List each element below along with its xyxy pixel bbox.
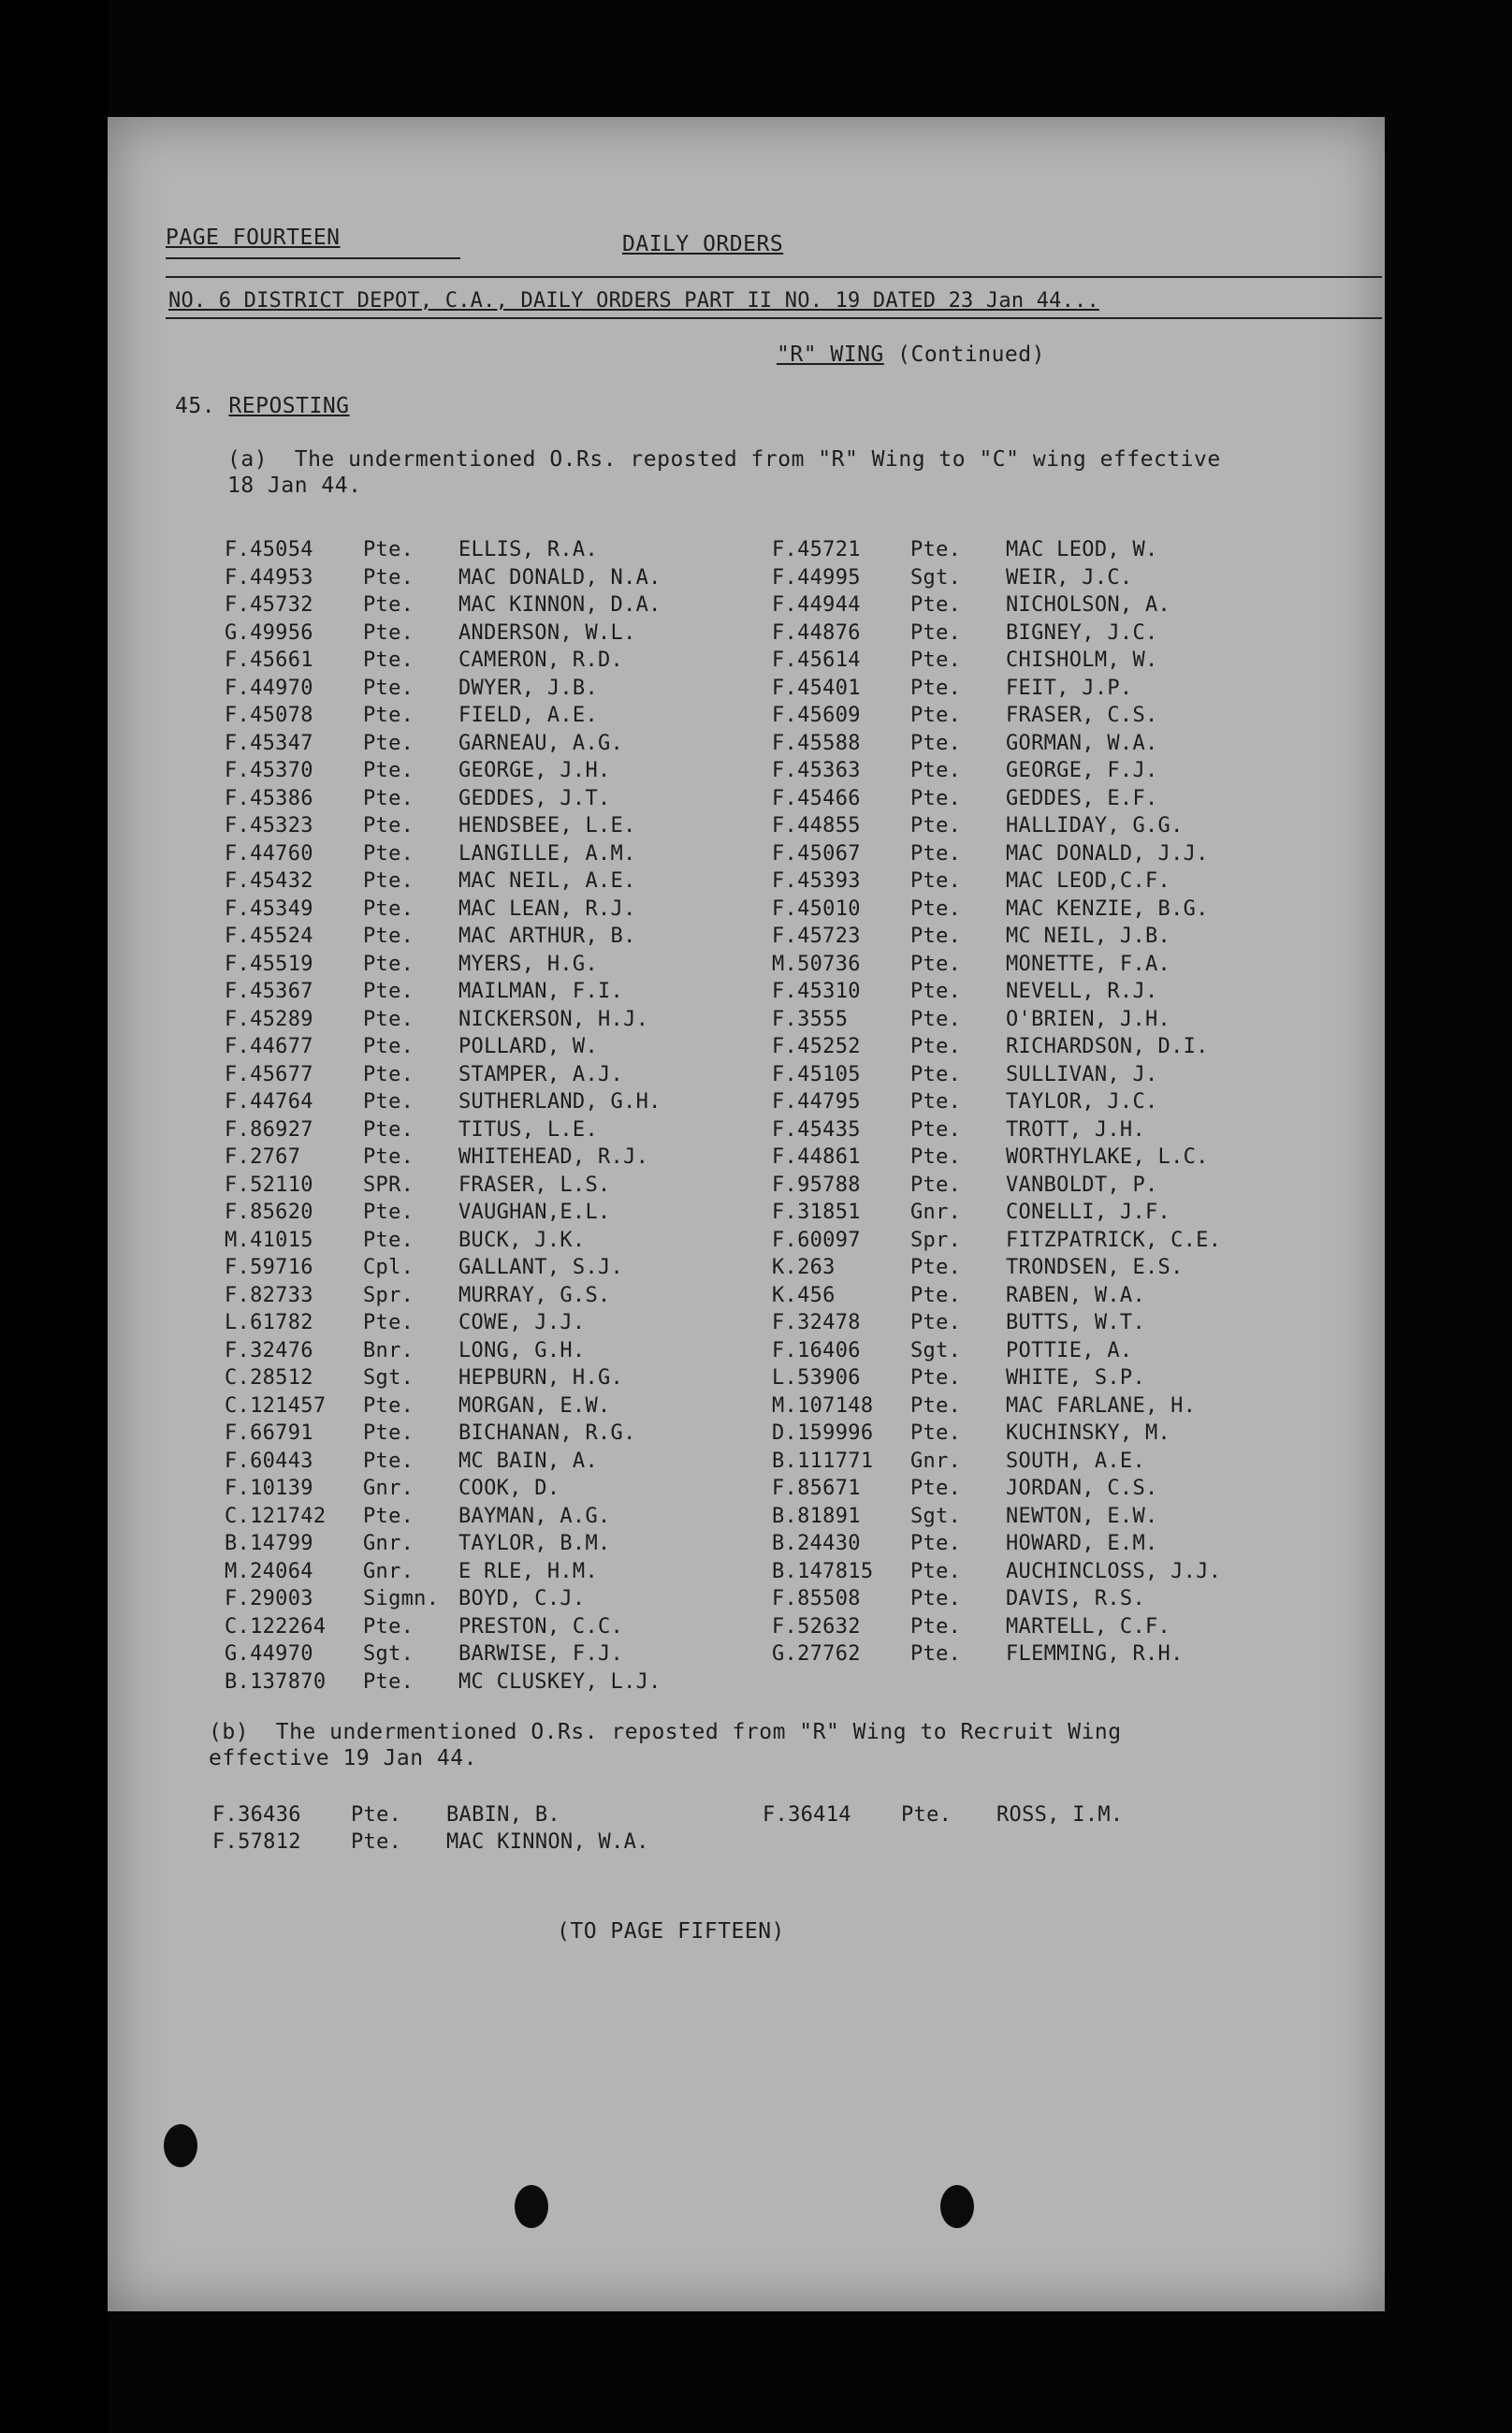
rank: Pte. (910, 1393, 962, 1418)
soldier-name: VAUGHAN,E.L. (458, 1201, 611, 1224)
service-number: F.16406 (772, 1338, 861, 1362)
soldier-name: CAMERON, R.D. (458, 648, 624, 672)
rank: Pte. (910, 1532, 962, 1555)
service-number: F.45367 (225, 980, 313, 1003)
rank: Pte. (910, 1035, 962, 1058)
service-number: F.44764 (225, 1090, 313, 1114)
rank: Pte. (910, 704, 962, 727)
rank: Pte. (363, 676, 414, 700)
service-number: C.121457 (225, 1393, 327, 1418)
rank: Pte. (363, 1035, 414, 1058)
service-number: M.41015 (225, 1228, 313, 1252)
service-number: F.85620 (225, 1201, 313, 1224)
soldier-name: MAC NEIL, A.E. (458, 869, 636, 893)
soldier-name: HEPBURN, H.G. (458, 1366, 624, 1390)
service-number: F.45363 (772, 759, 861, 782)
rank: Pte. (910, 676, 962, 700)
service-number: F.45466 (772, 786, 861, 810)
rank: Pte. (363, 1449, 414, 1473)
rank: Pte. (910, 648, 962, 672)
service-number: M.107148 (772, 1393, 874, 1418)
rank: Pte. (363, 620, 414, 645)
service-number: F.44953 (225, 565, 313, 590)
soldier-name: BUCK, J.K. (458, 1228, 586, 1252)
soldier-name: BUTTS, W.T. (1006, 1311, 1145, 1334)
rank: Pte. (351, 1830, 402, 1854)
service-number: F.44995 (772, 565, 861, 590)
soldier-name: TAYLOR, B.M. (458, 1532, 611, 1555)
service-number: F.44861 (772, 1145, 861, 1169)
soldier-name: VANBOLDT, P. (1006, 1173, 1158, 1197)
rank: Pte. (363, 786, 414, 810)
service-number: C.122264 (225, 1614, 327, 1639)
rank: Pte. (910, 1117, 962, 1142)
rank: Pte. (363, 759, 414, 782)
service-number: B.14799 (225, 1532, 313, 1555)
wing-suffix: (Continued) (897, 342, 1045, 367)
rank: SPR. (363, 1173, 414, 1197)
service-number: B.111771 (772, 1449, 874, 1473)
rank: Pte. (363, 731, 414, 755)
service-number: F.45078 (225, 704, 313, 727)
service-number: F.45310 (772, 980, 861, 1003)
wing-heading (777, 342, 1045, 368)
rank: Pte. (363, 814, 414, 838)
service-number: F.45588 (772, 731, 861, 755)
service-number: F.3555 (772, 1007, 849, 1031)
soldier-name: HOWARD, E.M. (1006, 1532, 1158, 1555)
soldier-name: BABIN, B. (446, 1803, 560, 1827)
service-number: F.45105 (772, 1062, 861, 1086)
rank: Pte. (910, 925, 962, 948)
rank: Pte. (363, 538, 414, 561)
rank: Pte. (363, 1311, 414, 1334)
soldier-name: TRONDSEN, E.S. (1006, 1256, 1184, 1279)
soldier-name: ROSS, I.M. (996, 1803, 1124, 1827)
service-number: F.60443 (225, 1449, 313, 1473)
service-number: F.45349 (225, 896, 313, 921)
soldier-name: STAMPER, A.J. (458, 1062, 624, 1086)
service-number: F.44760 (225, 841, 313, 866)
service-number: F.45067 (772, 841, 861, 866)
rank: Pte. (910, 1311, 962, 1334)
service-number: F.44795 (772, 1090, 861, 1114)
rank: Pte. (363, 648, 414, 672)
rank: Sgt. (910, 565, 962, 590)
service-number: B.24430 (772, 1532, 861, 1555)
soldier-name: COOK, D. (458, 1477, 560, 1500)
page-label: PAGE FOURTEEN (166, 226, 341, 250)
rank: Pte. (910, 759, 962, 782)
rank: Pte. (910, 1614, 962, 1639)
soldier-name: GARNEAU, A.G. (458, 731, 624, 755)
service-number: F.45435 (772, 1117, 861, 1142)
rank: Pte. (910, 620, 962, 645)
soldier-name: KUCHINSKY, M. (1006, 1421, 1171, 1445)
rank: Pte. (910, 1283, 962, 1307)
soldier-name: FRASER, L.S. (458, 1173, 611, 1197)
rank: Pte. (363, 1421, 414, 1445)
service-number: F.45524 (225, 925, 313, 948)
rank: Pte. (910, 1090, 962, 1114)
service-number: F.36436 (212, 1803, 301, 1827)
soldier-name: FEIT, J.P. (1006, 676, 1133, 700)
soldier-name: GEORGE, J.H. (458, 759, 611, 782)
service-number: F.45721 (772, 538, 861, 561)
soldier-name: MC CLUSKEY, L.J. (458, 1669, 662, 1694)
service-number: F.44855 (772, 814, 861, 838)
rank: Pte. (910, 538, 962, 561)
unit-line: NO. 6 DISTRICT DEPOT, C.A., DAILY ORDERS PART II NO. 19 DATED 23 Jan 44... (168, 289, 1099, 313)
rank: Pte. (910, 1587, 962, 1610)
soldier-name: FLEMMING, R.H. (1006, 1642, 1184, 1666)
service-number: F.45519 (225, 952, 313, 976)
soldier-name: NICKERSON, H.J. (458, 1007, 649, 1031)
soldier-name: DWYER, J.B. (458, 676, 598, 700)
soldier-name: MC BAIN, A. (458, 1449, 598, 1473)
rank: Spr. (910, 1228, 962, 1252)
service-number: F.85508 (772, 1587, 861, 1610)
rank: Pte. (363, 1201, 414, 1224)
service-number: K.263 (772, 1256, 836, 1279)
rank: Pte. (910, 841, 962, 866)
para-b-line2: effective 19 Jan 44. (209, 1746, 477, 1770)
soldier-name: CONELLI, J.F. (1006, 1201, 1171, 1224)
service-number: F.45393 (772, 869, 861, 893)
rank: Pte. (363, 704, 414, 727)
rank: Pte. (363, 1669, 414, 1694)
rank: Cpl. (363, 1256, 414, 1279)
soldier-name: MC NEIL, J.B. (1006, 925, 1171, 948)
rank: Pte. (363, 1614, 414, 1639)
service-number: B.81891 (772, 1504, 861, 1528)
service-number: F.60097 (772, 1228, 861, 1252)
soldier-name: ANDERSON, W.L. (458, 620, 636, 645)
document-page (108, 117, 1385, 2311)
rank: Pte. (910, 1062, 962, 1086)
rank: Pte. (910, 1421, 962, 1445)
service-number: F.44944 (772, 593, 861, 617)
soldier-name: RABEN, W.A. (1006, 1283, 1145, 1307)
service-number: F.31851 (772, 1201, 861, 1224)
continuation-note: (TO PAGE FIFTEEN) (557, 1919, 785, 1944)
soldier-name: SUTHERLAND, G.H. (458, 1090, 662, 1114)
rank: Pte. (363, 980, 414, 1003)
rank: Pte. (363, 952, 414, 976)
rank: Gnr. (363, 1559, 414, 1583)
rank: Pte. (910, 869, 962, 893)
service-number: F.45732 (225, 593, 313, 617)
service-number: F.45432 (225, 869, 313, 893)
soldier-name: MAC DONALD, N.A. (458, 565, 662, 590)
service-number: F.45323 (225, 814, 313, 838)
unit-line-rule-bottom (166, 317, 1382, 319)
rank: Pte. (910, 896, 962, 921)
soldier-name: FIELD, A.E. (458, 704, 598, 727)
rank: Pte. (363, 1062, 414, 1086)
service-number: L.61782 (225, 1311, 313, 1334)
service-number: F.44677 (225, 1035, 313, 1058)
section-title: REPOSTING (228, 394, 350, 418)
soldier-name: SULLIVAN, J. (1006, 1062, 1158, 1086)
soldier-name: MARTELL, C.F. (1006, 1614, 1171, 1639)
page-label-rule (166, 257, 460, 259)
soldier-name: WHITEHEAD, R.J. (458, 1145, 649, 1169)
service-number: F.2767 (225, 1145, 301, 1169)
soldier-name: MAC ARTHUR, B. (458, 925, 636, 948)
section-number: 45. (175, 394, 216, 418)
soldier-name: WHITE, S.P. (1006, 1366, 1145, 1390)
rank: Pte. (910, 952, 962, 976)
service-number: F.85671 (772, 1477, 861, 1500)
soldier-name: MAC KENZIE, B.G. (1006, 896, 1209, 921)
wing-name: "R" WING (777, 342, 884, 367)
rank: Sigmn. (363, 1587, 440, 1610)
soldier-name: MAILMAN, F.I. (458, 980, 624, 1003)
rank: Pte. (363, 896, 414, 921)
service-number: F.45370 (225, 759, 313, 782)
punch-hole (164, 2124, 197, 2167)
service-number: F.32476 (225, 1338, 313, 1362)
rank: Pte. (910, 1559, 962, 1583)
service-number: F.45386 (225, 786, 313, 810)
service-number: F.45054 (225, 538, 313, 561)
soldier-name: BIGNEY, J.C. (1006, 620, 1158, 645)
service-number: F.45723 (772, 925, 861, 948)
rank: Pte. (910, 1366, 962, 1390)
soldier-name: MONETTE, F.A. (1006, 952, 1171, 976)
service-number: D.159996 (772, 1421, 874, 1445)
soldier-name: CHISHOLM, W. (1006, 648, 1158, 672)
service-number: F.29003 (225, 1587, 313, 1610)
soldier-name: GEDDES, J.T. (458, 786, 611, 810)
soldier-name: ELLIS, R.A. (458, 538, 598, 561)
soldier-name: MAC LEOD,C.F. (1006, 869, 1171, 893)
soldier-name: FITZPATRICK, C.E. (1006, 1228, 1222, 1252)
service-number: F.95788 (772, 1173, 861, 1197)
rank: Pte. (363, 1393, 414, 1418)
service-number: F.52632 (772, 1614, 861, 1639)
service-number: B.137870 (225, 1669, 327, 1694)
soldier-name: TAYLOR, J.C. (1006, 1090, 1158, 1114)
rank: Pte. (910, 731, 962, 755)
service-number: F.57812 (212, 1830, 301, 1854)
rank: Pte. (363, 869, 414, 893)
service-number: F.59716 (225, 1256, 313, 1279)
soldier-name: POTTIE, A. (1006, 1338, 1133, 1362)
soldier-name: MORGAN, E.W. (458, 1393, 611, 1418)
rank: Pte. (363, 841, 414, 866)
soldier-name: HALLIDAY, G.G. (1006, 814, 1184, 838)
rank: Bnr. (363, 1338, 414, 1362)
service-number: F.45661 (225, 648, 313, 672)
soldier-name: MAC KINNON, W.A. (446, 1830, 649, 1854)
rank: Pte. (910, 1477, 962, 1500)
rank: Pte. (910, 980, 962, 1003)
rank: Gnr. (363, 1477, 414, 1500)
rank: Pte. (351, 1803, 402, 1827)
service-number: M.24064 (225, 1559, 313, 1583)
rank: Pte. (363, 593, 414, 617)
service-number: F.45614 (772, 648, 861, 672)
rank: Pte. (910, 814, 962, 838)
soldier-name: WORTHYLAKE, L.C. (1006, 1145, 1209, 1169)
soldier-name: GALLANT, S.J. (458, 1256, 624, 1279)
punch-hole (940, 2185, 974, 2228)
soldier-name: PRESTON, C.C. (458, 1614, 624, 1639)
rank: Pte. (363, 1504, 414, 1528)
rank: Sgt. (910, 1338, 962, 1362)
soldier-name: MAC DONALD, J.J. (1006, 841, 1209, 866)
soldier-name: JORDAN, C.S. (1006, 1477, 1158, 1500)
soldier-name: NICHOLSON, A. (1006, 593, 1171, 617)
soldier-name: MAC LEAN, R.J. (458, 896, 636, 921)
soldier-name: MYERS, H.G. (458, 952, 598, 976)
soldier-name: NEWTON, E.W. (1006, 1504, 1158, 1528)
rank: Pte. (363, 1007, 414, 1031)
soldier-name: TROTT, J.H. (1006, 1117, 1145, 1142)
rank: Pte. (363, 565, 414, 590)
rank: Sgt. (910, 1504, 962, 1528)
soldier-name: RICHARDSON, D.I. (1006, 1035, 1209, 1058)
service-number: F.45289 (225, 1007, 313, 1031)
soldier-name: BICHANAN, R.G. (458, 1421, 636, 1445)
soldier-name: E RLE, H.M. (458, 1559, 598, 1583)
soldier-name: WEIR, J.C. (1006, 565, 1133, 590)
soldier-name: MAC LEOD, W. (1006, 538, 1158, 561)
service-number: G.27762 (772, 1642, 861, 1666)
unit-line-rule-top (166, 276, 1382, 278)
para-b-line1: (b) The undermentioned O.Rs. reposted from "R" Wing to Recruit Wing (209, 1720, 1122, 1744)
rank: Pte. (363, 1117, 414, 1142)
soldier-name: MAC KINNON, D.A. (458, 593, 662, 617)
para-a-line2: 18 Jan 44. (227, 473, 362, 498)
service-number: F.10139 (225, 1477, 313, 1500)
service-number: F.45010 (772, 896, 861, 921)
service-number: F.45677 (225, 1062, 313, 1086)
rank: Pte. (363, 1145, 414, 1169)
soldier-name: BAYMAN, A.G. (458, 1504, 611, 1528)
service-number: F.45252 (772, 1035, 861, 1058)
rank: Sgt. (363, 1366, 414, 1390)
service-number: F.45609 (772, 704, 861, 727)
service-number: F.82733 (225, 1283, 313, 1307)
soldier-name: HENDSBEE, L.E. (458, 814, 636, 838)
soldier-name: COWE, J.J. (458, 1311, 586, 1334)
rank: Pte. (910, 1145, 962, 1169)
soldier-name: GEDDES, E.F. (1006, 786, 1158, 810)
service-number: F.36414 (763, 1803, 851, 1827)
service-number: F.86927 (225, 1117, 313, 1142)
service-number: F.32478 (772, 1311, 861, 1334)
service-number: F.52110 (225, 1173, 313, 1197)
soldier-name: POLLARD, W. (458, 1035, 598, 1058)
soldier-name: GEORGE, F.J. (1006, 759, 1158, 782)
service-number: G.49956 (225, 620, 313, 645)
soldier-name: LONG, G.H. (458, 1338, 586, 1362)
service-number: M.50736 (772, 952, 861, 976)
service-number: F.44970 (225, 676, 313, 700)
soldier-name: GORMAN, W.A. (1006, 731, 1158, 755)
service-number: L.53906 (772, 1366, 861, 1390)
soldier-name: BOYD, C.J. (458, 1587, 586, 1610)
service-number: G.44970 (225, 1642, 313, 1666)
service-number: F.66791 (225, 1421, 313, 1445)
service-number: F.45347 (225, 731, 313, 755)
document-title: DAILY ORDERS (622, 232, 784, 256)
soldier-name: FRASER, C.S. (1006, 704, 1158, 727)
rank: Spr. (363, 1283, 414, 1307)
soldier-name: O'BRIEN, J.H. (1006, 1007, 1171, 1031)
rank: Pte. (363, 1090, 414, 1114)
soldier-name: MAC FARLANE, H. (1006, 1393, 1197, 1418)
rank: Gnr. (910, 1449, 962, 1473)
rank: Pte. (910, 593, 962, 617)
rank: Pte. (910, 1642, 962, 1666)
rank: Pte. (363, 925, 414, 948)
soldier-name: SOUTH, A.E. (1006, 1449, 1145, 1473)
scan-border (0, 0, 108, 2433)
service-number: F.44876 (772, 620, 861, 645)
punch-hole (515, 2185, 548, 2228)
soldier-name: BARWISE, F.J. (458, 1642, 624, 1666)
service-number: C.121742 (225, 1504, 327, 1528)
rank: Sgt. (363, 1642, 414, 1666)
rank: Gnr. (363, 1532, 414, 1555)
para-a-line1: (a) The undermentioned O.Rs. reposted from "R" Wing to "C" wing effective (227, 447, 1221, 472)
rank: Pte. (910, 786, 962, 810)
rank: Pte. (901, 1803, 952, 1827)
soldier-name: TITUS, L.E. (458, 1117, 598, 1142)
rank: Pte. (910, 1256, 962, 1279)
rank: Pte. (910, 1173, 962, 1197)
service-number: K.456 (772, 1283, 836, 1307)
rank: Gnr. (910, 1201, 962, 1224)
service-number: B.147815 (772, 1559, 874, 1583)
soldier-name: AUCHINCLOSS, J.J. (1006, 1559, 1222, 1583)
soldier-name: LANGILLE, A.M. (458, 841, 636, 866)
service-number: F.45401 (772, 676, 861, 700)
rank: Pte. (910, 1007, 962, 1031)
section-heading (175, 393, 350, 419)
soldier-name: NEVELL, R.J. (1006, 980, 1158, 1003)
service-number: C.28512 (225, 1366, 313, 1390)
soldier-name: DAVIS, R.S. (1006, 1587, 1145, 1610)
rank: Pte. (363, 1228, 414, 1252)
soldier-name: MURRAY, G.S. (458, 1283, 611, 1307)
